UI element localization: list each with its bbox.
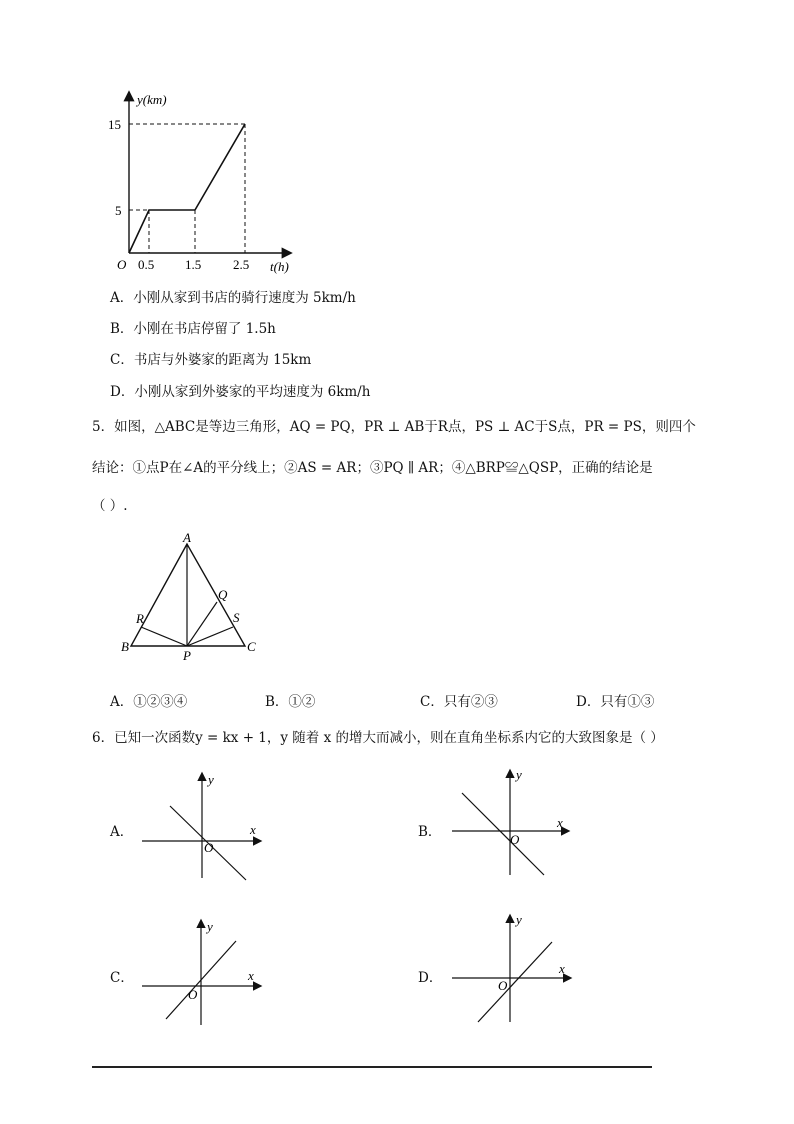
q5-triangle-figure xyxy=(115,530,275,660)
q4-option-a: A．小刚从家到书店的骑行速度为 5km/h xyxy=(110,290,356,306)
point-p-label: P xyxy=(183,648,191,660)
point-s-label: S xyxy=(233,610,240,625)
vertex-c-label: C xyxy=(247,639,256,654)
q4-option-c: C．书店与外婆家的距离为 15km xyxy=(110,352,312,368)
x-axis-label: t(h) xyxy=(270,259,289,274)
x-tick-05: 0.5 xyxy=(138,257,155,272)
origin-label: O xyxy=(204,840,214,855)
y-axis-label: y xyxy=(208,772,214,787)
y-axis-label: y xyxy=(207,919,213,934)
x-tick-25: 2.5 xyxy=(233,257,250,272)
q6-option-c-graph xyxy=(140,915,270,1030)
x-axis-label: x xyxy=(557,815,563,830)
origin-label: O xyxy=(117,257,127,272)
vertex-b-label: B xyxy=(121,639,129,654)
q6-option-a-graph xyxy=(140,768,270,883)
q6-option-c-letter: C． xyxy=(110,970,134,986)
y-tick-5: 5 xyxy=(115,203,122,218)
distance-line xyxy=(129,124,245,253)
origin-label: O xyxy=(510,832,520,847)
q6-option-a-letter: A． xyxy=(110,824,134,840)
q4-option-b: B．小刚在书店停留了 1.5h xyxy=(110,321,276,337)
point-q-label: Q xyxy=(218,587,228,602)
x-tick-15: 1.5 xyxy=(185,257,202,272)
footer-divider xyxy=(92,1066,652,1068)
q5-option-d: D．只有①③ xyxy=(576,694,655,710)
x-axis-label: x xyxy=(248,968,254,983)
y-tick-15: 15 xyxy=(108,117,121,132)
q6-stem: 6．已知一次函数y = kx + 1，y 随着 x 的增大而减小，则在直角坐标系内它的大致图象是（ ） xyxy=(92,730,664,746)
point-r-label: R xyxy=(136,611,144,626)
q6-option-b-letter: B． xyxy=(418,824,442,840)
q6-option-d-graph xyxy=(448,910,578,1025)
q5-stem-line2: 结论：①点P在∠A的平分线上；②AS = AR；③PQ ∥ AR；④△BRP≌△QSP，正确的结论是 xyxy=(92,460,653,476)
q6-option-d-letter: D． xyxy=(418,970,443,986)
q5-option-a: A．①②③④ xyxy=(110,694,188,710)
q4-option-d: D．小刚从家到外婆家的平均速度为 6km/h xyxy=(110,384,371,400)
x-axis-label: x xyxy=(559,961,565,976)
q5-stem-line1: 5．如图，△ABC是等边三角形，AQ = PQ，PR ⊥ AB于R点，PS ⊥ AC于S点，PR = PS，则四个 xyxy=(92,419,696,435)
vertex-a-label: A xyxy=(183,530,191,545)
y-axis-label: y(km) xyxy=(137,92,167,107)
y-axis-label: y xyxy=(516,912,522,927)
q5-option-c: C．只有②③ xyxy=(420,694,498,710)
q4-distance-time-graph xyxy=(100,85,300,280)
origin-label: O xyxy=(498,978,508,993)
origin-label: O xyxy=(188,987,198,1002)
q5-option-b: B．①② xyxy=(265,694,316,710)
q6-option-b-graph xyxy=(448,765,578,880)
y-axis-label: y xyxy=(516,767,522,782)
q5-stem-line3: （ ）. xyxy=(92,498,128,514)
x-axis-label: x xyxy=(250,822,256,837)
